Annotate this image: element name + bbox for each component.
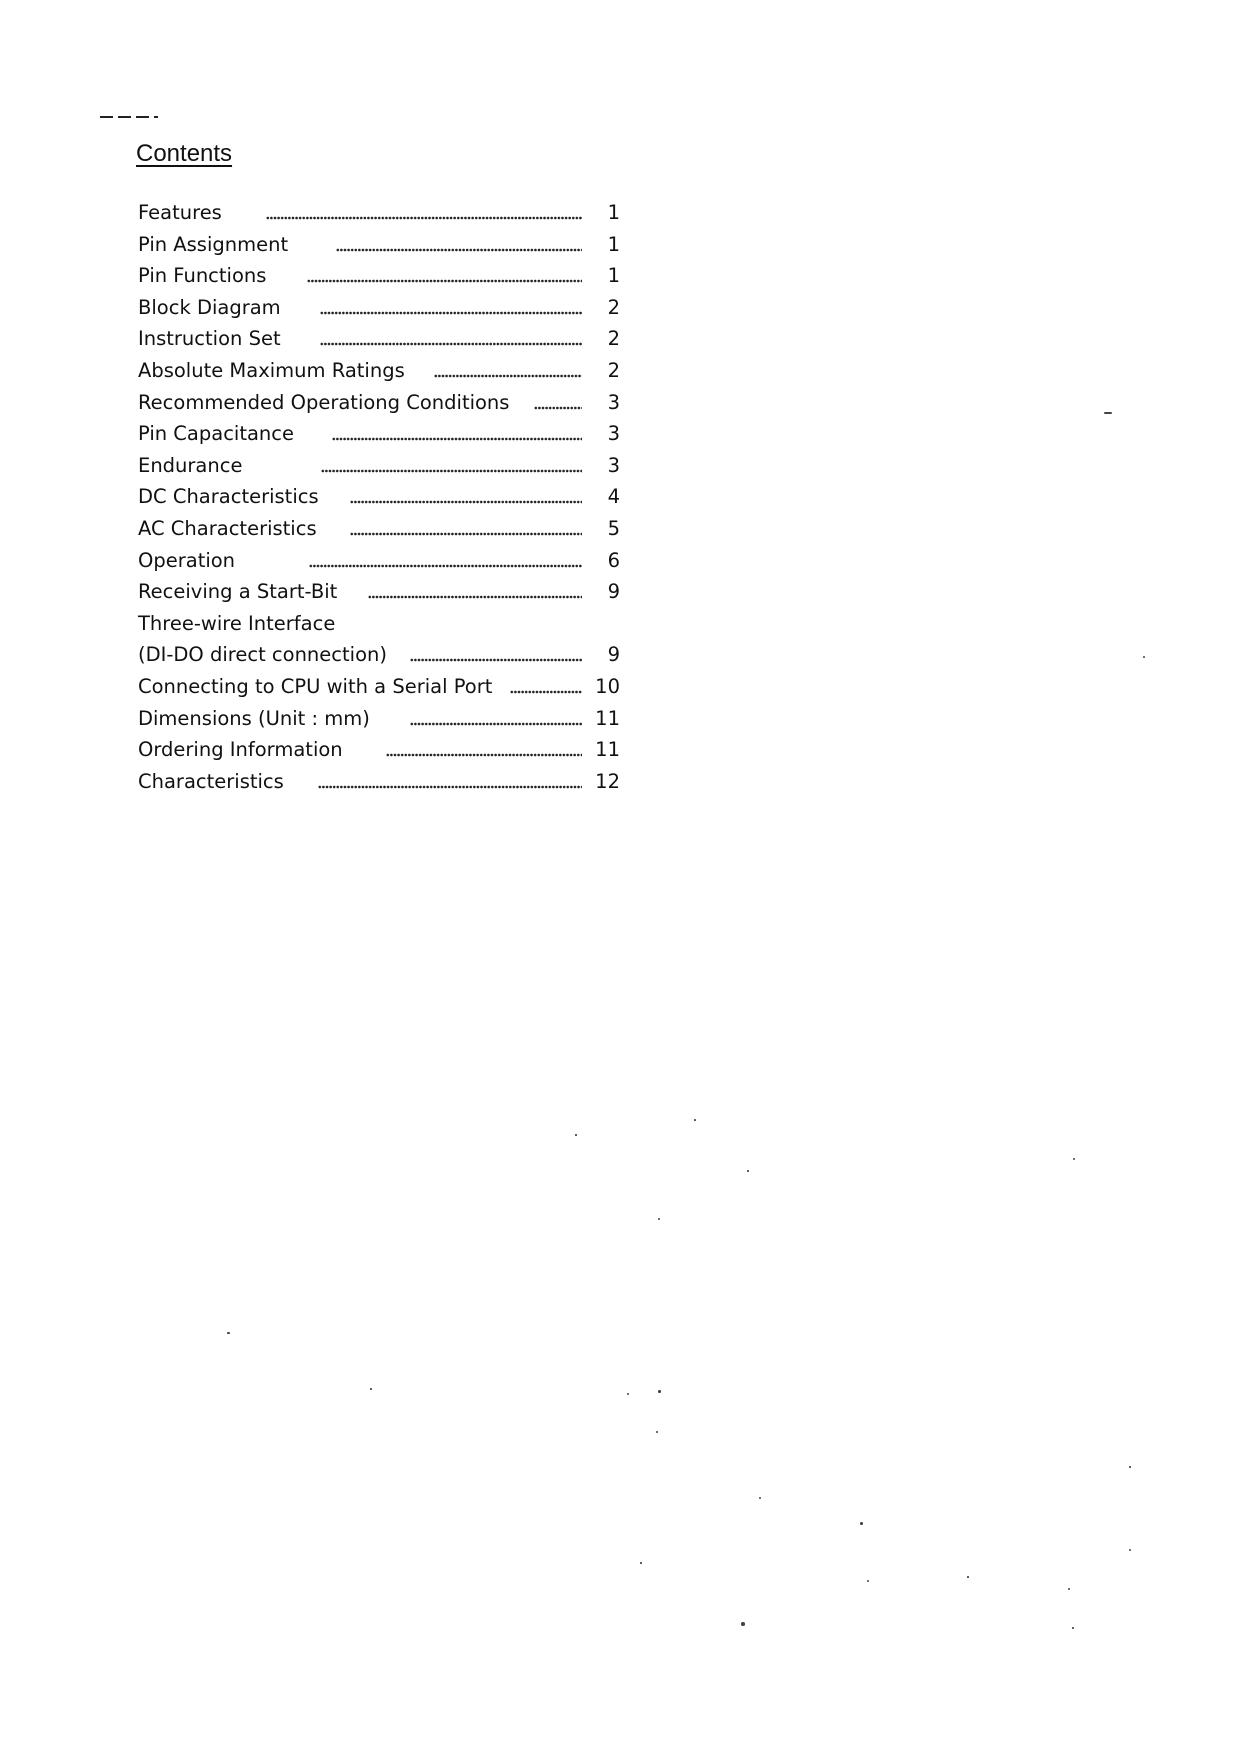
toc-entry-page: 2 xyxy=(607,327,620,351)
toc-entry-page: 3 xyxy=(607,453,620,477)
toc-entry-label: Three-wire Interface xyxy=(138,611,336,635)
toc-entry-label: Receiving a Start-Bit xyxy=(138,580,338,604)
toc-entry-page: 10 xyxy=(595,674,620,698)
toc-entry-page: 12 xyxy=(595,769,620,793)
toc-entry-label: Absolute Maximum Ratings xyxy=(138,358,405,382)
scan-speck xyxy=(967,1576,969,1578)
scan-speck xyxy=(370,1388,372,1390)
toc-entry-label: Recommended Operationg Conditions xyxy=(138,390,510,414)
toc-entry[interactable] xyxy=(138,387,620,419)
dot-leader xyxy=(320,311,582,315)
contents-title: Contents xyxy=(136,140,233,167)
toc-entry[interactable] xyxy=(138,292,620,324)
toc-entry-page: 6 xyxy=(607,548,620,572)
toc-entry[interactable] xyxy=(138,197,620,229)
toc-entry[interactable] xyxy=(138,671,620,703)
toc-entry[interactable] xyxy=(138,481,620,513)
dot-leader xyxy=(534,406,582,410)
toc-entry[interactable] xyxy=(138,734,620,766)
dot-leader xyxy=(336,248,582,252)
toc-entry[interactable] xyxy=(138,703,620,735)
toc-entry-label: Characteristics xyxy=(138,769,284,793)
scan-speck xyxy=(759,1497,761,1499)
toc-entry[interactable] xyxy=(138,323,620,355)
scan-speck xyxy=(575,1134,577,1136)
dot-leader xyxy=(510,690,582,694)
toc-entry[interactable] xyxy=(138,418,620,450)
scan-speck xyxy=(1104,412,1112,414)
scan-speck xyxy=(1072,1627,1074,1629)
dot-leader xyxy=(321,469,582,473)
table-of-contents xyxy=(138,197,620,797)
toc-entry-label: Dimensions (Unit : mm) xyxy=(138,706,370,730)
toc-entry-page: 1 xyxy=(607,264,620,288)
scan-speck xyxy=(1143,656,1145,658)
toc-entry[interactable] xyxy=(138,355,620,387)
scan-speck xyxy=(741,1622,745,1626)
scan-speck xyxy=(867,1580,869,1582)
toc-entry-label: Instruction Set xyxy=(138,327,281,351)
toc-entry-label: DC Characteristics xyxy=(138,485,319,509)
dot-leader xyxy=(320,342,582,346)
toc-entry-label: Pin Functions xyxy=(138,264,267,288)
scan-speck xyxy=(1068,1588,1070,1590)
toc-entry-page: 2 xyxy=(607,295,620,319)
toc-entry-page: 1 xyxy=(607,232,620,256)
toc-entry-label: Pin Capacitance xyxy=(138,422,295,446)
dot-leader xyxy=(318,785,582,789)
scan-speck xyxy=(658,1390,661,1393)
toc-entry[interactable] xyxy=(138,639,620,671)
toc-entry[interactable] xyxy=(138,576,620,608)
toc-entry-label: Pin Assignment xyxy=(138,232,289,256)
dot-leader xyxy=(350,532,582,536)
toc-entry[interactable] xyxy=(138,229,620,261)
toc-entry-label: (DI-DO direct connection) xyxy=(138,643,387,667)
scan-speck xyxy=(658,1218,660,1220)
toc-entry-page: 3 xyxy=(607,390,620,414)
toc-entry-page: 9 xyxy=(607,643,620,667)
scan-speck xyxy=(860,1522,863,1525)
scan-dash-mark xyxy=(100,116,158,118)
dot-leader xyxy=(309,564,582,568)
toc-entry-label: Features xyxy=(138,201,222,224)
toc-entry-page: 5 xyxy=(607,516,620,540)
dot-leader xyxy=(307,279,582,283)
scan-speck xyxy=(1129,1466,1131,1468)
toc-entry[interactable] xyxy=(138,260,620,292)
toc-entry-label: Ordering Information xyxy=(138,738,343,762)
toc-entry-label: Operation xyxy=(138,548,236,572)
toc-entry[interactable] xyxy=(138,545,620,577)
scan-speck xyxy=(640,1562,642,1564)
scan-speck xyxy=(1073,1158,1075,1160)
toc-entry-label: Endurance xyxy=(138,453,243,477)
scan-speck xyxy=(1129,1549,1131,1551)
dot-leader xyxy=(410,722,582,726)
toc-entry-label: Connecting to CPU with a Serial Port xyxy=(138,674,493,698)
scan-speck xyxy=(227,1332,230,1334)
scan-speck xyxy=(627,1393,629,1395)
scan-speck xyxy=(694,1119,696,1121)
toc-entry-page: 11 xyxy=(595,706,620,730)
toc-entry-page: 2 xyxy=(607,358,620,382)
dot-leader xyxy=(266,216,582,220)
dot-leader xyxy=(368,595,582,599)
toc-entry[interactable] xyxy=(138,450,620,482)
toc-entry-page: 1 xyxy=(607,201,620,224)
toc-entry[interactable] xyxy=(138,608,620,640)
toc-entry-label: Block Diagram xyxy=(138,295,281,319)
dot-leader xyxy=(410,658,582,662)
toc-entry-page: 4 xyxy=(607,485,620,509)
scan-speck xyxy=(747,1170,749,1172)
scan-speck xyxy=(656,1431,658,1433)
toc-entry[interactable] xyxy=(138,766,620,798)
dot-leader xyxy=(434,374,582,378)
dot-leader xyxy=(332,437,582,441)
dot-leader xyxy=(350,500,582,504)
toc-entry[interactable] xyxy=(138,513,620,545)
dot-leader xyxy=(386,753,582,757)
toc-entry-page: 9 xyxy=(607,580,620,604)
toc-entry-page: 11 xyxy=(595,738,620,762)
toc-entry-label: AC Characteristics xyxy=(138,516,317,540)
toc-entry-page: 3 xyxy=(607,422,620,446)
